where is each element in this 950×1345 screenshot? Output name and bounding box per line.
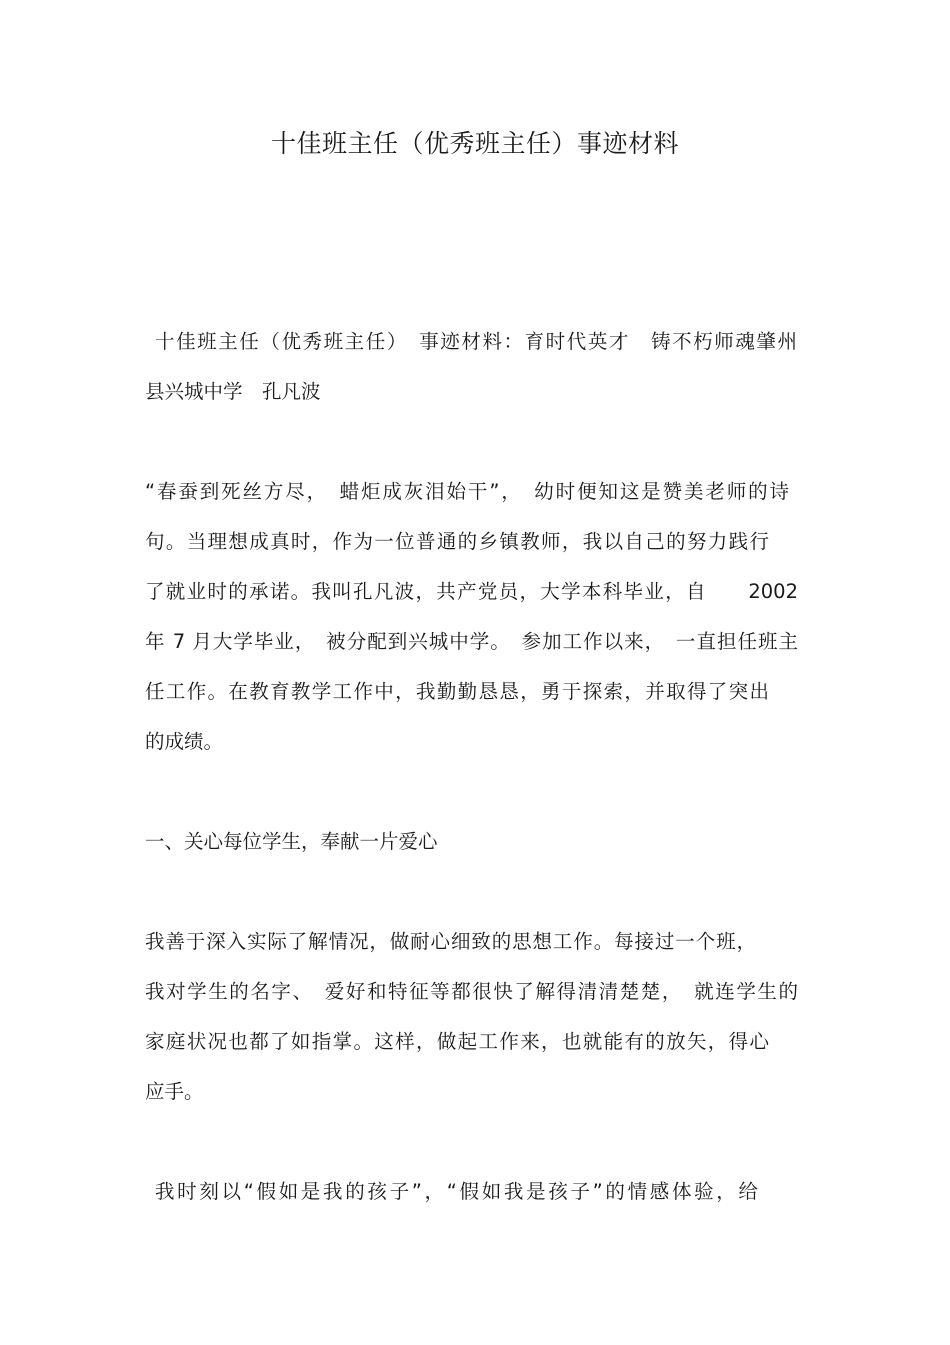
paragraph-1-line-6: 的成绩。 xyxy=(145,730,224,753)
paragraph-2-line-3: 家庭状况也都了如指掌。这样，做起工作来，也就能有的放矢，得心 xyxy=(145,1030,769,1053)
paragraph-1-line-1: “春蚕到死丝方尽， 蜡炬成灰泪始干”， 幼时便知这是赞美老师的诗 xyxy=(145,480,789,503)
paragraph-1-line-4: 年 7 月大学毕业， 被分配到兴城中学。 参加工作以来， 一直担任班主 xyxy=(145,630,798,653)
paragraph-2-line-4: 应手。 xyxy=(145,1080,204,1103)
paragraph-2-line-2: 我对学生的名字、 爱好和特征等都很快了解得清清楚楚， 就连学生的 xyxy=(145,980,798,1003)
subtitle-line-1: 十佳班主任（优秀班主任） 事迹材料：育时代英才 铸不朽师魂肇州 xyxy=(155,330,797,353)
paragraph-1-line-2: 句。当理想成真时，作为一位普通的乡镇教师，我以自己的努力践行 xyxy=(145,530,769,553)
paragraph-1-line-3: 了就业时的承诺。我叫孔凡波，共产党员，大学本科毕业，自 2002 xyxy=(145,580,798,603)
paragraph-2-line-1: 我善于深入实际了解情况，做耐心细致的思想工作。每接过一个班， xyxy=(145,930,756,953)
section-heading-1: 一、关心每位学生，奉献一片爱心 xyxy=(145,830,438,853)
subtitle-line-2: 县兴城中学 孔凡波 xyxy=(145,380,321,403)
paragraph-3-line-1: 我时刻以“假如是我的孩子”，“假如我是孩子”的情感体验，给 xyxy=(155,1180,758,1203)
document-title: 十佳班主任（优秀班主任）事迹材料 xyxy=(270,129,679,158)
paragraph-1-line-5: 任工作。在教育教学工作中，我勤勤恳恳，勇于探索，并取得了突出 xyxy=(145,680,769,703)
